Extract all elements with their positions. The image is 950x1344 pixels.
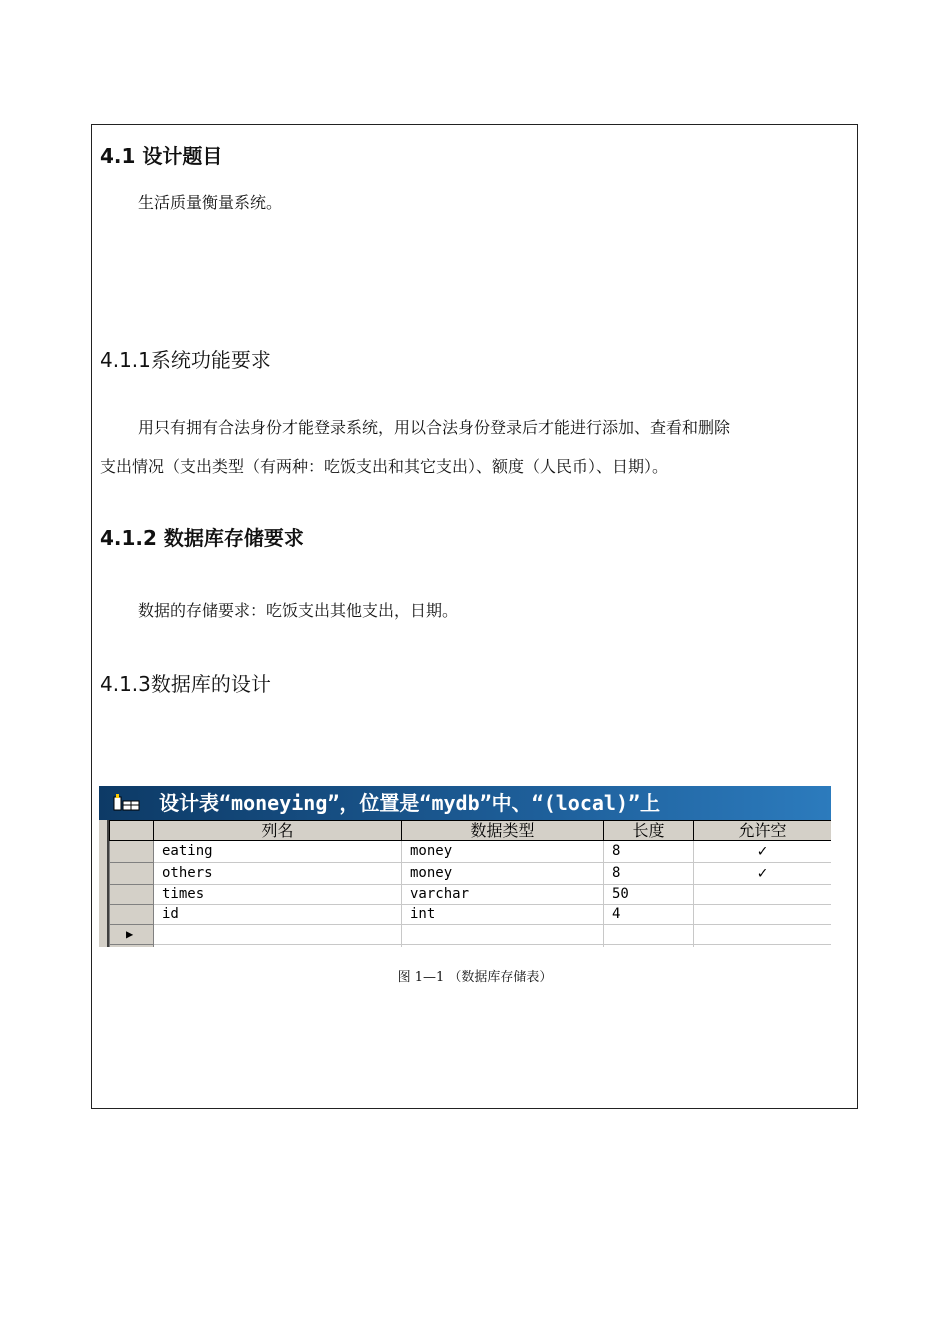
current-row-arrow-icon: ▶ — [126, 927, 134, 941]
functions-text-line2: 支出情况（支出类型（有两种：吃饭支出和其它支出）、额度（人民币）、日期）。 — [100, 457, 669, 476]
header-row — [110, 821, 832, 841]
cell-nullable[interactable] — [694, 863, 832, 885]
storage-text: 数据的存储要求：吃饭支出其他支出，日期。 — [138, 601, 459, 620]
row-selector[interactable] — [110, 841, 154, 863]
functions-text-line1: 用只有拥有合法身份才能登录系统，用以合法身份登录后才能进行添加、查看和删除 — [138, 418, 731, 437]
cell-column-name[interactable]: times — [154, 885, 402, 905]
cell-column-name[interactable]: id — [154, 905, 402, 925]
cell-length[interactable]: 8 — [604, 863, 694, 885]
row-selector — [110, 945, 154, 948]
row-selector[interactable] — [110, 863, 154, 885]
column-header-nullable[interactable]: 允许空 — [694, 821, 832, 841]
subsection-title-functions: 4.1.1系统功能要求 — [100, 348, 271, 372]
section-title: 4.1 设计题目 — [100, 144, 223, 168]
table-design-window — [99, 786, 831, 947]
figure-caption: 图 1—1 （数据库存储表） — [397, 970, 553, 985]
subsection-title-design: 4.1.3数据库的设计 — [100, 672, 271, 696]
cell-length[interactable] — [604, 925, 694, 945]
cell-nullable[interactable] — [694, 841, 832, 863]
table-row[interactable] — [110, 841, 832, 863]
cell-empty — [694, 945, 832, 948]
column-header-type[interactable]: 数据类型 — [402, 821, 604, 841]
table-row[interactable] — [110, 905, 832, 925]
cell-length[interactable]: 4 — [604, 905, 694, 925]
row-selector-header — [110, 821, 154, 841]
row-selector-current[interactable] — [110, 925, 154, 945]
design-grid[interactable] — [107, 820, 831, 947]
cell-nullable[interactable] — [694, 885, 832, 905]
cell-length[interactable]: 50 — [604, 885, 694, 905]
cell-data-type[interactable]: money — [402, 863, 604, 885]
cell-column-name[interactable]: others — [154, 863, 402, 885]
cell-empty — [402, 945, 604, 948]
cell-data-type[interactable]: int — [402, 905, 604, 925]
table-row[interactable] — [110, 885, 832, 905]
window-title: 设计表“moneying”，位置是“mydb”中、“(local)”上 — [159, 791, 661, 815]
table-row-partial — [110, 945, 832, 948]
topic-text: 生活质量衡量系统。 — [138, 193, 283, 212]
cell-nullable[interactable] — [694, 905, 832, 925]
column-header-name[interactable]: 列名 — [154, 821, 402, 841]
cell-length[interactable]: 8 — [604, 841, 694, 863]
cell-empty — [604, 945, 694, 948]
cell-column-name[interactable] — [154, 925, 402, 945]
checkmark-icon: ✓ — [757, 841, 768, 860]
table-row-new[interactable] — [110, 925, 832, 945]
table-row[interactable] — [110, 863, 832, 885]
cell-nullable[interactable] — [694, 925, 832, 945]
table-design-icon — [113, 794, 141, 812]
row-selector[interactable] — [110, 905, 154, 925]
cell-column-name[interactable]: eating — [154, 841, 402, 863]
cell-data-type[interactable] — [402, 925, 604, 945]
cell-empty — [154, 945, 402, 948]
row-selector[interactable] — [110, 885, 154, 905]
checkmark-icon: ✓ — [757, 863, 768, 882]
column-header-length[interactable]: 长度 — [604, 821, 694, 841]
column-design-table — [109, 820, 831, 947]
window-titlebar — [99, 786, 831, 820]
cell-data-type[interactable]: varchar — [402, 885, 604, 905]
cell-data-type[interactable]: money — [402, 841, 604, 863]
subsection-title-storage: 4.1.2 数据库存储要求 — [100, 526, 304, 550]
